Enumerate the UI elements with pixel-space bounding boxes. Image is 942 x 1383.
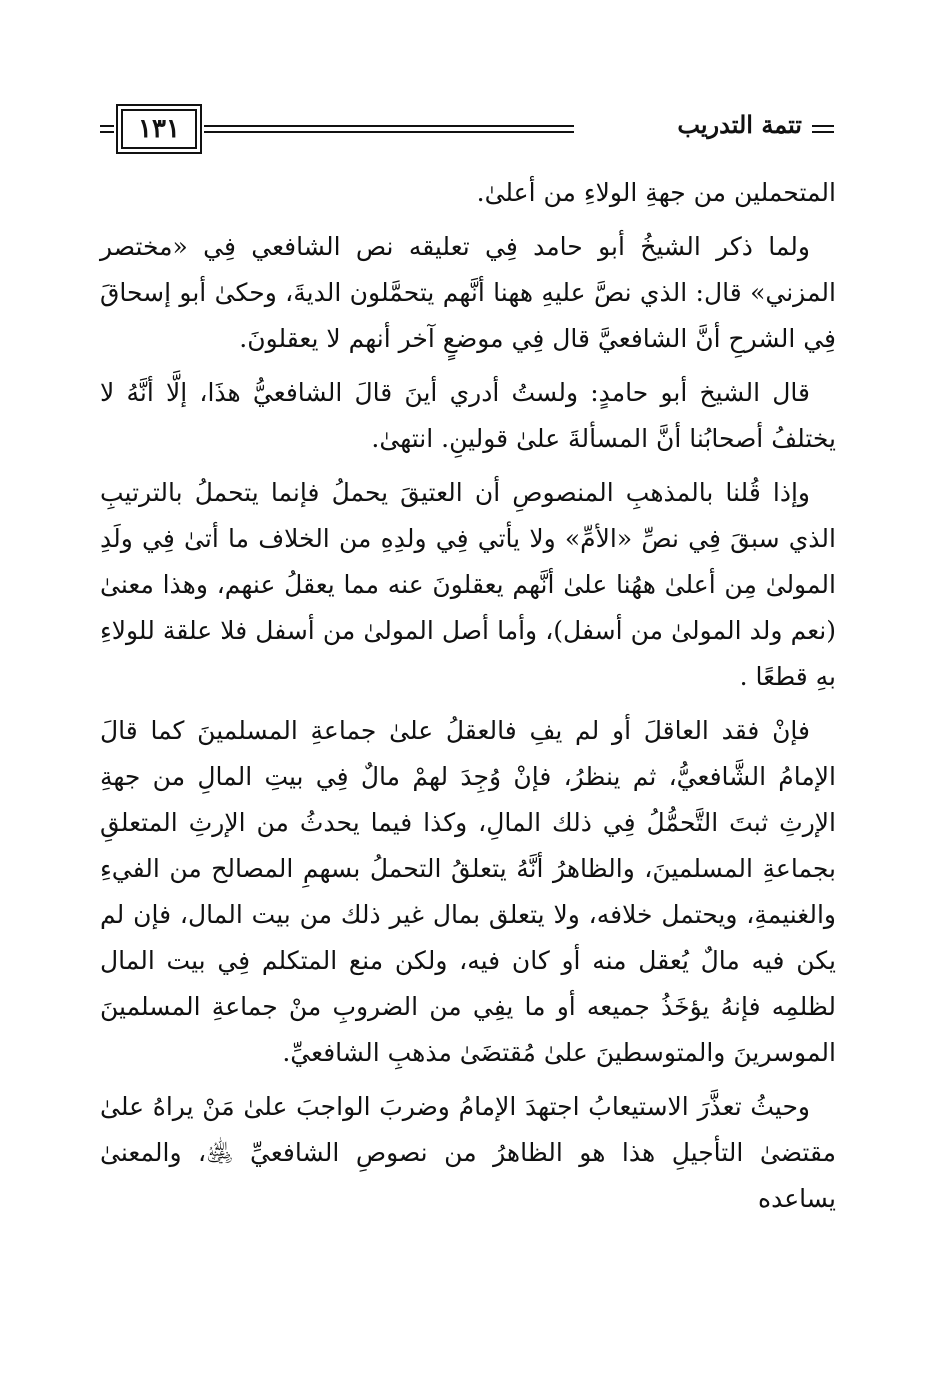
page-number-box (116, 104, 202, 154)
paragraph-1: المتحملين من جهةِ الولاءِ من أعلىٰ. (476, 178, 836, 207)
paragraph-4: وإذا قُلنا بالمذهبِ المنصوصِ أن العتيقَ يحملُ فإنما يتحملُ بالترتيبِ الذي سبقَ فِي نصِّ «الأمِّ» ولا يأتي فِي ولدِهِ من الخلاف ما أتىٰ فِي ولَدِ المولىٰ مِن أعلىٰ ههُنا علىٰ أنَّهم يعقلونَ عنه مما يعقلُ عنهم، وهذا معنىٰ (نعم ولد المولىٰ من أسفل)، وأما أصل المولىٰ من أسفل فلا علقة للولاءِ بهِ قطعًا . (100, 478, 836, 691)
page-body (100, 170, 836, 1230)
paragraph-2: ولما ذكر الشيخُ أبو حامد فِي تعليقه نص الشافعي فِي «مختصر المزني» قال: الذي نصَّ عليهِ ههنا أنَّهم يتحمَّلون الديةَ، وحكىٰ أبو إسحاقَ فِي الشرحِ أنَّ الشافعيَّ قال فِي موضعٍ آخر أنهم لا يعقلونَ. (100, 232, 836, 353)
page-number: ١٣١ (121, 109, 197, 149)
page-header (100, 104, 834, 156)
header-rule-right (812, 125, 834, 133)
header-rule-middle (204, 125, 574, 133)
header-rule-left (100, 125, 114, 133)
paragraph-5: فإنْ فقد العاقلَ أو لم يفِ فالعقلُ علىٰ جماعةِ المسلمينَ كما قالَ الإمامُ الشَّافعيُّ، ثم ينظرُ، فإنْ وُجِدَ لهمْ مالٌ فِي بيتِ المالِ من جهةِ الإرثِ ثبتَ التَّحمُّلُ فِي ذلك المالِ، وكذا فيما يحدثُ من الإرثِ المتعلقِ بجماعةِ المسلمينَ، والظاهرُ أنَّهُ يتعلقُ التحملُ بسهمِ المصالح من الفيءِ والغنيمةِ، ويحتمل خلافه، ولا يتعلق بمال غير ذلك من بيت المال، فإن لم يكن فيه مالٌ يُعقل منه أو كان فيه، ولكن منع المتكلم فِي بيت المال لظلمِه فإنهُ يؤخَذُ جميعه أو ما يفِي من الضروبِ منْ جماعةِ المسلمينَ الموسرينَ والمتوسطينَ علىٰ مُقتضَىٰ مذهبِ الشافعيِّ. (100, 716, 836, 1067)
running-title: تتمة التدريب (677, 110, 802, 139)
paragraph-6: وحيثُ تعذَّرَ الاستيعابُ اجتهدَ الإمامُ وضربَ الواجبَ علىٰ مَنْ يراهُ علىٰ مقتضىٰ التأجيلِ هذا هو الظاهرُ من نصوصِ الشافعيِّ ﵁، والمعنىٰ يساعده (100, 1092, 836, 1213)
paragraph-3: قال الشيخ أبو حامدٍ: ولستُ أدري أينَ قالَ الشافعيُّ هذَا، إلَّا أنَّهُ لا يختلفُ أصحابُنا أنَّ المسألةَ علىٰ قولينِ. انتهىٰ. (100, 378, 836, 453)
